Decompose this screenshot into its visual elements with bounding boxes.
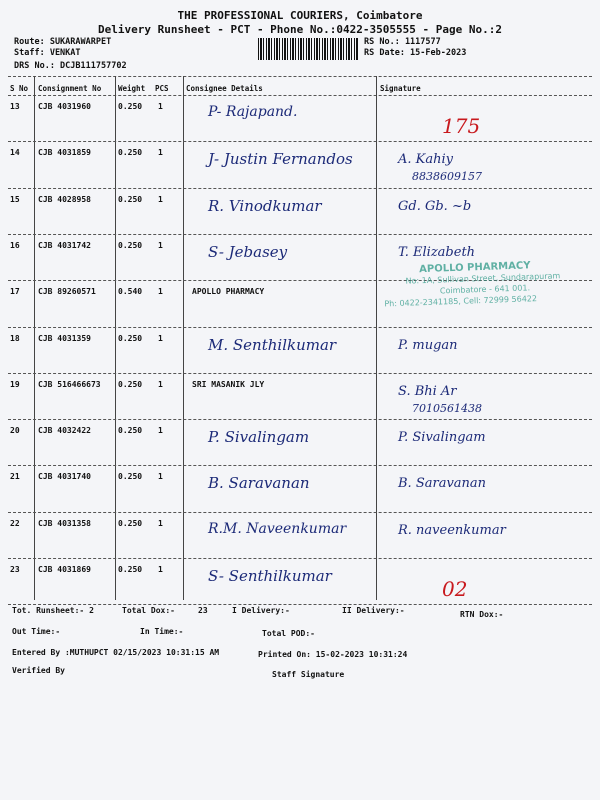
staff-signature: Staff Signature: [272, 670, 345, 679]
row-consignment-no: CJB 4031359: [38, 333, 91, 343]
col-header-consignment: Consignment No: [38, 84, 102, 93]
col-divider: [376, 76, 377, 600]
row-consignment-no: CJB 4031859: [38, 148, 91, 158]
pharmacy-stamp: [379, 258, 586, 325]
row-separator: [8, 465, 592, 466]
row-consignee-handwritten: M. Senthilkumar: [208, 335, 337, 354]
rs-number: RS No.: 1117577: [364, 37, 441, 47]
row-sno: 16: [10, 240, 20, 250]
row-pcs: 1: [158, 148, 163, 158]
row-consignment-no: CJB 4032422: [38, 426, 91, 436]
row-sno: 21: [10, 472, 20, 482]
row-pcs: 1: [158, 518, 163, 528]
row-consignee-handwritten: S- Senthilkumar: [208, 567, 332, 585]
tot-runsheet: Tot. Runsheet:- 2: [12, 606, 94, 615]
runsheet-subtitle: Delivery Runsheet - PCT - Phone No.:0422-3505555 - Page No.:2: [98, 23, 502, 36]
row-consignment-no: CJB 4031742: [38, 240, 91, 250]
row-pcs: 1: [158, 287, 163, 297]
row-signature: P. Sivalingam: [398, 430, 486, 446]
row-consignee-handwritten: P. Sivalingam: [208, 428, 310, 447]
col-header-sno: S No: [10, 84, 29, 93]
row-pcs: 1: [158, 240, 163, 250]
row-signature: P. mugan: [398, 337, 458, 353]
row-separator: [8, 188, 592, 189]
drs-number: DRS No.: DCJB111757702: [14, 61, 127, 71]
col-header-weight: Weight: [118, 84, 146, 93]
row-pcs: 1: [158, 426, 163, 436]
stamp-line: Ph: 0422-2341185, Cell: 72999 56422: [384, 294, 538, 309]
row-consignee-handwritten: B. Saravanan: [208, 474, 310, 493]
row-sno: 17: [10, 287, 20, 297]
row-signature-phone: 8838609157: [412, 170, 482, 184]
row-sno: 19: [10, 379, 20, 389]
row-weight: 0.250: [118, 102, 143, 111]
ii-delivery: II Delivery:-: [342, 606, 405, 615]
row-sno: 22: [10, 518, 20, 528]
row-consignment-no: CJB 4031358: [38, 518, 91, 528]
row-separator: [8, 512, 592, 513]
i-delivery: I Delivery:-: [232, 606, 290, 615]
table-top-rule: [8, 76, 592, 77]
stamp-line: Coimbatore - 641 001.: [439, 283, 531, 296]
row-separator: [8, 141, 592, 142]
row-separator: [8, 419, 592, 420]
row-weight: 0.250: [118, 194, 143, 204]
row-separator: [8, 604, 592, 605]
stamp-line: No: 1A, Sullivan Street, Sundarapuram: [405, 271, 561, 286]
row-consignee-handwritten: R.M. Naveenkumar: [208, 520, 347, 537]
row-consignment-no: CJB 4031869: [38, 565, 91, 574]
row-red-mark: 175: [442, 114, 481, 138]
row-signature: Gd. Gb. ~b: [398, 198, 472, 214]
col-header-consignee: Consignee Details: [186, 84, 263, 93]
printed-on: Printed On: 15-02-2023 10:31:24: [258, 650, 408, 659]
row-consignee-handwritten: R. Vinodkumar: [208, 196, 322, 215]
row-signature: B. Saravanan: [398, 476, 487, 492]
row-pcs: 1: [158, 333, 163, 343]
row-consignee-text: SRI MASANIK JLY: [192, 379, 265, 389]
entered-by: Entered By :MUTHUPCT 02/15/2023 10:31:15 AM: [12, 648, 220, 657]
row-pcs: 1: [158, 565, 163, 574]
row-separator: [8, 558, 592, 559]
col-divider: [183, 76, 184, 600]
total-pod: Total POD:-: [262, 629, 315, 638]
row-weight: 0.250: [118, 426, 143, 436]
route-label: Route: SUKARAWARPET: [14, 37, 112, 47]
stamp-line: APOLLO PHARMACY: [418, 260, 531, 276]
row-sno: 15: [10, 194, 20, 204]
row-weight: 0.250: [118, 333, 143, 343]
row-signature-phone: 7010561438: [412, 401, 482, 415]
row-pcs: 1: [158, 472, 163, 482]
row-sno: 14: [10, 148, 20, 158]
col-header-signature: Signature: [380, 84, 421, 93]
row-weight: 0.540: [118, 287, 143, 297]
table-header-rule: [8, 95, 592, 96]
row-weight: 0.250: [118, 148, 143, 158]
row-consignment-no: CJB 4031960: [38, 102, 91, 111]
out-time: Out Time:-: [12, 627, 61, 636]
col-header-pcs: PCS: [155, 84, 169, 93]
col-divider: [34, 76, 35, 600]
verified-by: Verified By: [12, 666, 65, 675]
row-consignment-no: CJB 516466673: [38, 379, 101, 389]
row-signature: T. Elizabeth: [398, 244, 476, 260]
row-weight: 0.250: [118, 472, 143, 482]
row-pcs: 1: [158, 194, 163, 204]
row-sno: 13: [10, 102, 20, 111]
rtn-dox: RTN Dox:-: [460, 610, 504, 619]
row-consignee-handwritten: P- Rajapand.: [208, 104, 298, 120]
row-consignment-no: CJB 89260571: [38, 287, 96, 297]
total-dox-label: Total Dox:-: [122, 606, 175, 615]
row-signature: A. Kahiy: [398, 152, 453, 168]
in-time: In Time:-: [140, 627, 184, 636]
row-signature: R. naveenkumar: [398, 522, 506, 538]
row-consignee-handwritten: S- Jebasey: [208, 242, 288, 261]
row-weight: 0.250: [118, 518, 143, 528]
rs-date: RS Date: 15-Feb-2023: [364, 48, 467, 58]
total-dox-value: 23: [198, 606, 208, 615]
company-title: THE PROFESSIONAL COURIERS, Coimbatore: [177, 9, 423, 22]
row-sno: 18: [10, 333, 20, 343]
col-divider: [115, 76, 116, 600]
staff-label: Staff: VENKAT: [14, 48, 81, 58]
row-weight: 0.250: [118, 565, 143, 574]
row-signature: S. Bhi Ar: [398, 383, 457, 399]
row-separator: [8, 327, 592, 328]
row-red-mark: 02: [442, 577, 468, 601]
row-sno: 20: [10, 426, 20, 436]
row-consignee-text: APOLLO PHARMACY: [192, 287, 265, 297]
row-separator: [8, 234, 592, 235]
row-separator: [8, 373, 592, 374]
row-sno: 23: [10, 565, 20, 574]
row-weight: 0.250: [118, 240, 143, 250]
barcode: [258, 38, 358, 60]
row-weight: 0.250: [118, 379, 143, 389]
row-consignee-handwritten: J- Justin Fernandos: [208, 150, 353, 169]
row-pcs: 1: [158, 102, 163, 111]
row-consignment-no: CJB 4031740: [38, 472, 91, 482]
row-consignment-no: CJB 4028958: [38, 194, 91, 204]
row-pcs: 1: [158, 379, 163, 389]
